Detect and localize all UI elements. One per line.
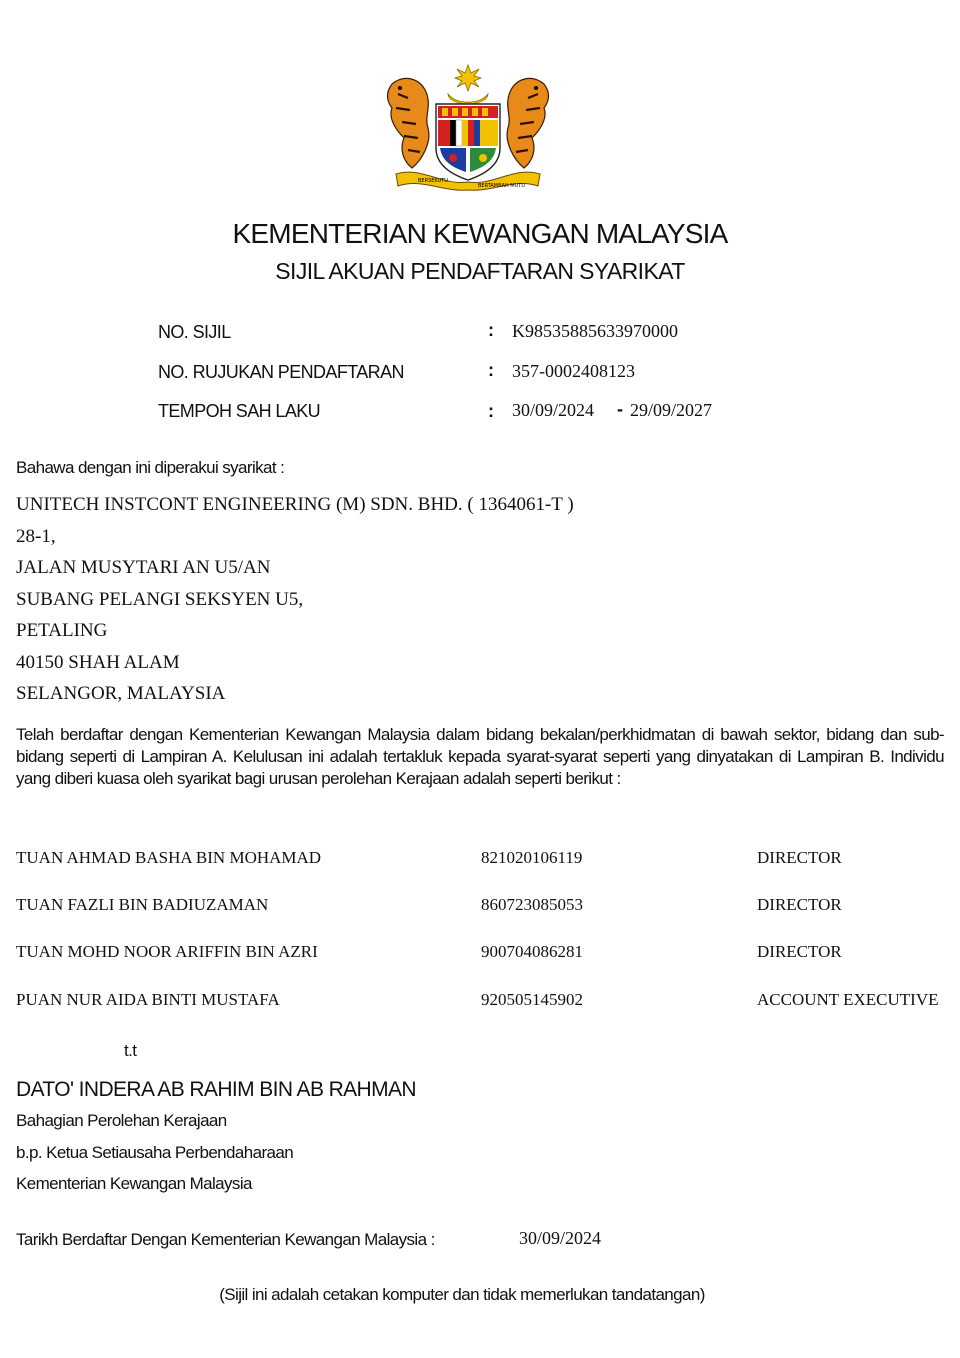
signatory-name: DATO' INDERA AB RAHIM BIN AB RAHMAN — [16, 1078, 416, 1101]
signatory-division: Bahagian Perolehan Kerajaan — [16, 1111, 227, 1130]
reg-ref-label: NO. RUJUKAN PENDAFTARAN — [158, 362, 404, 382]
individual-id: 920505145902 — [481, 990, 583, 1009]
certificate-title: SIJIL AKUAN PENDAFTARAN SYARIKAT — [275, 258, 685, 284]
address-line: SUBANG PELANGI SEKSYEN U5, — [16, 589, 304, 610]
individual-name: PUAN NUR AIDA BINTI MUSTAFA — [16, 990, 280, 1009]
intro-text: Bahawa dengan ini diperakui syarikat : — [16, 458, 285, 477]
ministry-title: KEMENTERIAN KEWANGAN MALAYSIA — [232, 218, 728, 249]
validity-colon: : — [488, 401, 494, 421]
individual-role: ACCOUNT EXECUTIVE — [757, 990, 939, 1009]
cert-no-label: NO. SIJIL — [158, 322, 231, 342]
reg-ref-value: 357-0002408123 — [512, 361, 635, 381]
address-line: JALAN MUSYTARI AN U5/AN — [16, 557, 271, 578]
registration-statement: Telah berdaftar dengan Kementerian Kewangan Malaysia dalam bidang bekalan/perkhidmatan di bawah sektor, bidang dan sub-bidang seperti di Lampiran A. Kelulusan ini adalah tertakluk kepada syarat-syarat seperti yang dinyatakan di Lampiran B. Individu yang diberi kuasa oleh syarikat bagi urusan perolehan Kerajaan adalah seperti berikut : — [16, 725, 944, 788]
address-line: 28-1, — [16, 526, 56, 547]
individual-role: DIRECTOR — [757, 942, 842, 961]
individual-name: TUAN AHMAD BASHA BIN MOHAMAD — [16, 848, 322, 867]
address-line: SELANGOR, MALAYSIA — [16, 683, 226, 704]
address-line: PETALING — [16, 620, 108, 641]
cert-no-value: K98535885633970000 — [512, 321, 678, 341]
federal-star-icon — [455, 65, 481, 91]
individual-name: TUAN MOHD NOOR ARIFFIN BIN AZRI — [16, 942, 318, 961]
individual-id: 860723085053 — [481, 895, 583, 914]
validity-separator: - — [617, 399, 623, 419]
malaysia-coat-of-arms-icon — [382, 64, 554, 192]
individual-id: 821020106119 — [481, 848, 583, 867]
individual-id: 900704086281 — [481, 942, 583, 961]
validity-from: 30/09/2024 — [512, 400, 595, 420]
registration-date-label: Tarikh Berdaftar Dengan Kementerian Kewangan Malaysia : — [16, 1230, 435, 1249]
validity-label: TEMPOH SAH LAKU — [158, 401, 321, 421]
motto-left: BERSEKUTU — [418, 178, 448, 184]
company-name: UNITECH INSTCONT ENGINEERING (M) SDN. BHD. ( 1364061-T ) — [16, 494, 574, 515]
address-line: 40150 SHAH ALAM — [16, 652, 180, 673]
tt-mark: t.t — [124, 1041, 137, 1060]
footer-note: (Sijil ini adalah cetakan komputer dan tidak memerlukan tandatangan) — [219, 1285, 705, 1304]
reg-ref-colon: : — [488, 360, 494, 380]
signatory-on-behalf: b.p. Ketua Setiausaha Perbendaharaan — [16, 1143, 294, 1162]
signatory-ministry: Kementerian Kewangan Malaysia — [16, 1174, 252, 1193]
individual-role: DIRECTOR — [757, 848, 842, 867]
individual-role: DIRECTOR — [757, 895, 842, 914]
motto-right: BERTAMBAH MUTU — [478, 183, 525, 189]
validity-to: 29/09/2027 — [630, 400, 713, 420]
shield-icon — [436, 104, 500, 180]
registration-date-value: 30/09/2024 — [519, 1228, 602, 1248]
individual-name: TUAN FAZLI BIN BADIUZAMAN — [16, 895, 269, 914]
tiger-right-icon — [507, 78, 548, 168]
cert-no-colon: : — [488, 320, 494, 340]
tiger-left-icon — [388, 78, 429, 168]
